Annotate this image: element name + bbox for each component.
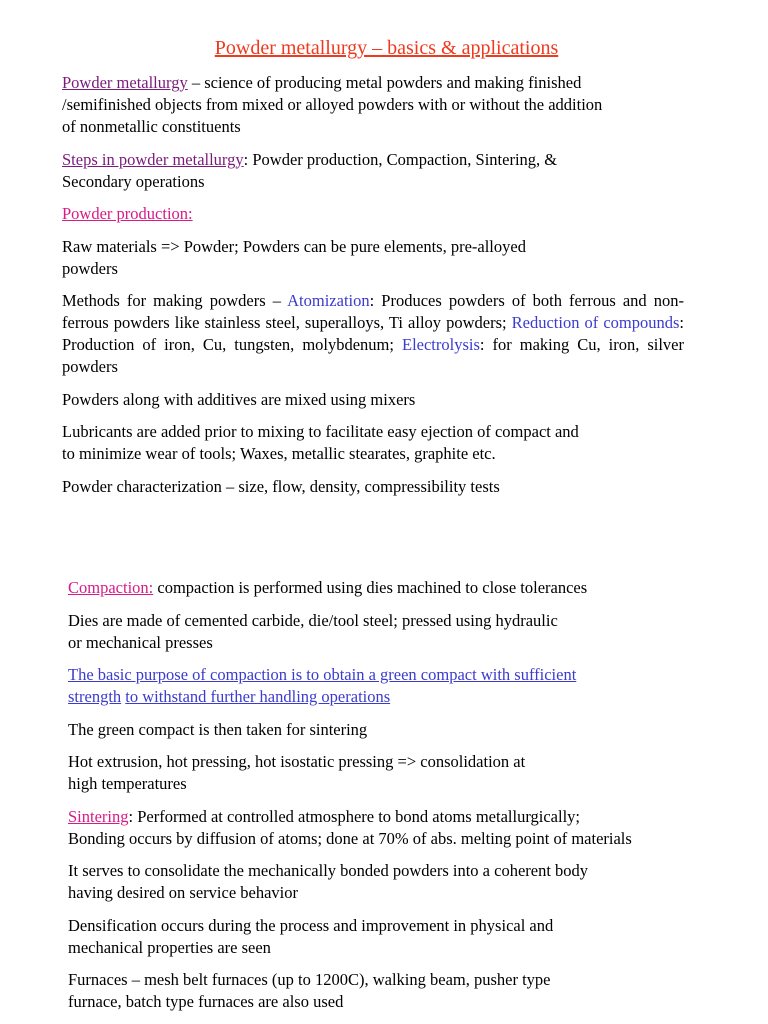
paragraph-purpose [68, 664, 698, 708]
paragraph-hot-extrusion [68, 751, 698, 795]
paragraph-consolidate [68, 860, 698, 904]
text: powders [62, 258, 118, 278]
paragraph-green-compact: The green compact is then taken for sintering [68, 719, 368, 739]
text: of nonmetallic constituents [62, 117, 241, 136]
text: to minimize wear of tools; Waxes, metallic stearates, graphite etc. [62, 444, 496, 463]
text: The basic purpose of compaction is to obtain a green compact with sufficient [68, 665, 577, 684]
text: /semifinished objects from mixed or alloyed powders with or without the addition [62, 95, 603, 114]
paragraph-densification [68, 915, 698, 959]
term-atomization: Atomization [287, 291, 370, 310]
text: : Produces powders of both ferrous and non-ferrous powders like stainless steel, superalloys, Ti alloy powders; [62, 291, 685, 332]
paragraph-mixers: Powders along with additives are mixed using mixers [62, 389, 416, 409]
text: Secondary operations [62, 171, 205, 191]
text: to withstand further handling operations [125, 687, 391, 706]
paragraph-definition [62, 72, 684, 138]
text: Dies are made of cemented carbide, die/tool steel; pressed using hydraulic [68, 610, 558, 630]
text: Bonding occurs by diffusion of atoms; done at 70% of abs. melting point of materials [68, 828, 632, 848]
term-powder-production: Powder production: [62, 204, 193, 223]
paragraph-dies [68, 610, 698, 654]
paragraph-characterization: Powder characterization – size, flow, density, compressibility tests [62, 476, 500, 496]
text: compaction is performed using dies machined to close tolerances [153, 578, 588, 597]
heading-powder-production [62, 203, 684, 225]
section-compaction-sintering [68, 577, 698, 1024]
text: Densification occurs during the process and improvement in physical and [68, 915, 554, 935]
term-electrolysis: Electrolysis [401, 335, 480, 354]
text: It serves to consolidate the mechanically bonded powders into a coherent body [68, 861, 589, 880]
term-sintering: Sintering [68, 806, 129, 826]
text: furnace, batch type furnaces are also used [68, 992, 344, 1011]
term-powder-metallurgy: Powder metallurgy [62, 73, 188, 92]
text: : for making Cu, iron, silver powders [62, 335, 684, 376]
text: : Powder production, Compaction, Sintering, & [243, 149, 558, 169]
paragraph-methods [62, 290, 684, 378]
paragraph-raw-materials [62, 236, 684, 280]
paragraph-steps [62, 149, 684, 193]
text: mechanical properties are seen [68, 937, 271, 957]
paragraph-compaction [68, 577, 698, 599]
paragraph-sintering [68, 806, 698, 850]
text: Furnaces – mesh belt furnaces (up to 1200C), walking beam, pusher type [68, 970, 551, 989]
term-compaction: Compaction: [68, 578, 154, 597]
paragraph-lubricants [62, 421, 684, 465]
text: or mechanical presses [68, 632, 213, 652]
text: high temperatures [68, 774, 187, 793]
paragraph-furnaces [68, 969, 698, 1013]
text: having desired on service behavior [68, 883, 299, 902]
section-powder-production [62, 72, 684, 508]
term-reduction: Reduction of compounds [511, 313, 680, 332]
page-title: Powder metallurgy – basics & applications [214, 37, 559, 59]
text: Raw materials => Powder; Powders can be pure elements, pre-alloyed [62, 236, 526, 256]
text: – science of producing metal powders and making finished [187, 73, 582, 92]
term-steps: Steps in powder metallurgy [62, 149, 244, 169]
text: : Performed at controlled atmosphere to bond atoms metallurgically; [128, 806, 580, 826]
text: Lubricants are added prior to mixing to facilitate easy ejection of compact and [62, 422, 579, 441]
text: Methods for making powders – [62, 291, 288, 310]
text: strength [68, 687, 122, 706]
text: : Production of iron, Cu, tungsten, molybdenum; [62, 313, 684, 354]
text: Hot extrusion, hot pressing, hot isostatic pressing => consolidation at [68, 752, 526, 771]
